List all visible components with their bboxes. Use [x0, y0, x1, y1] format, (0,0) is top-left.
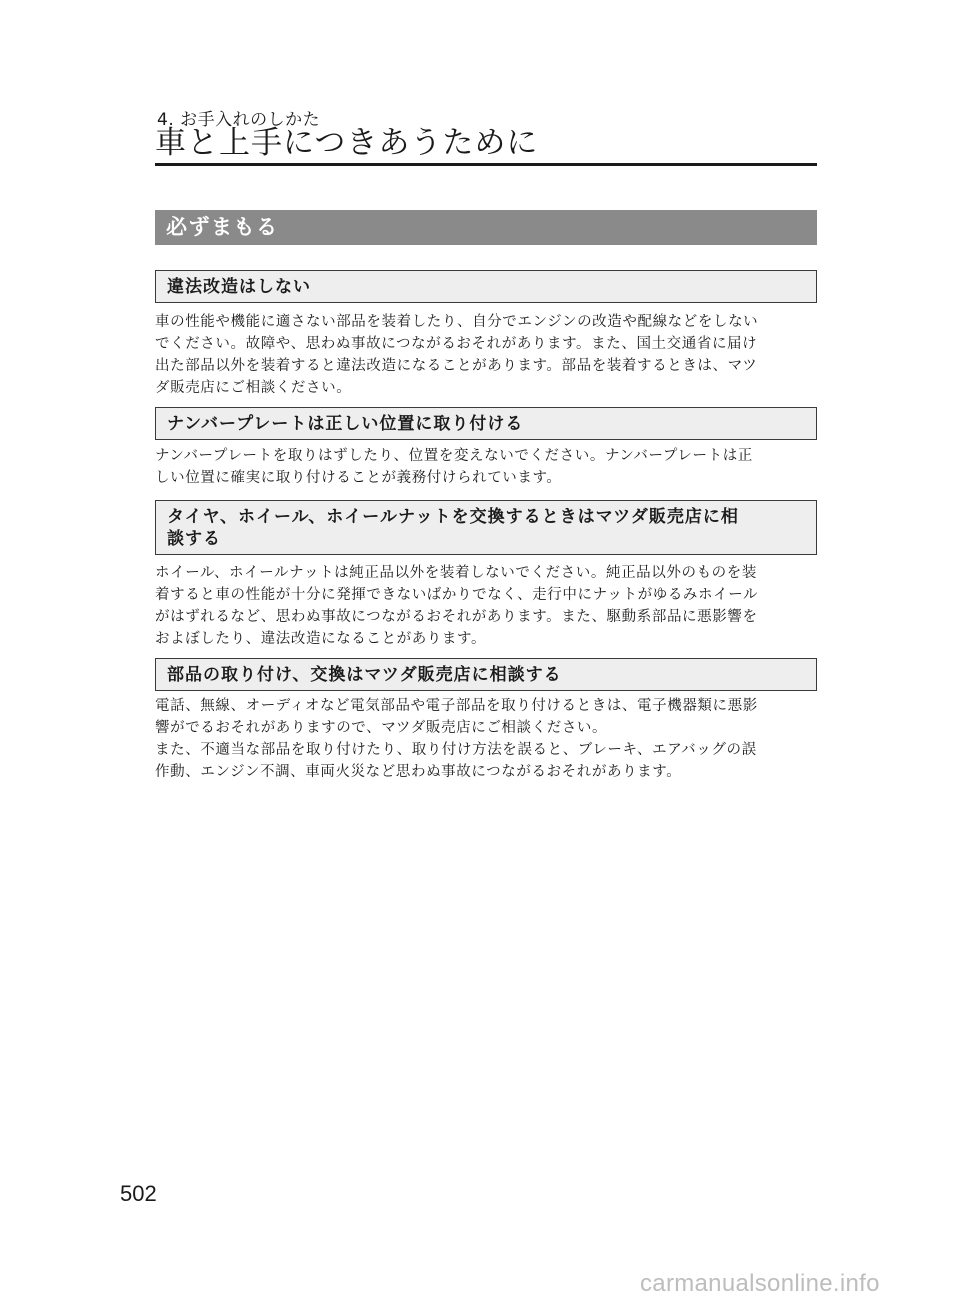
title-divider	[155, 163, 817, 166]
subsection-body-license-plate: ナンバープレートを取りはずしたり、位置を変えないでください。ナンバープレートは正 しい位置に確実に取り付けることが義務付けられています。	[155, 448, 753, 486]
subsection-heading-license-plate: ナンバープレートは正しい位置に取り付ける	[155, 407, 817, 440]
subsection-body-parts-installation: 電話、無線、オーディオなど電気部品や電子部品を取り付けるときは、電子機器類に悪影 響がでるおそれがありますので、マツダ販売店にご相談ください。 また、不適当な部品を取り付けたり、取り付け方法を誤ると、ブレーキ、エアバッグの誤 作動、エンジン不調、車両火災など思わぬ事故につながるおそれがあります。	[155, 698, 758, 780]
section-heading: 必ずまもる	[155, 210, 817, 245]
page-number: 502	[120, 1181, 157, 1206]
subsection-heading-illegal-modification: 違法改造はしない	[155, 270, 817, 303]
subsection-heading-tire-wheel: タイヤ、ホイール、ホイールナットを交換するときはマツダ販売店に相 談する	[155, 500, 817, 555]
page-title: 車と上手につきあうために	[155, 125, 539, 161]
chapter-label: 4. お手入れのしかた	[157, 110, 321, 130]
subsection-heading-parts-installation: 部品の取り付け、交換はマツダ販売店に相談する	[155, 658, 817, 691]
subsection-body-tire-wheel: ホイール、ホイールナットは純正品以外を装着しないでください。純正品以外のものを装 着すると車の性能が十分に発揮できないばかりでなく、走行中にナットがゆるみホイール がはずれるなど、思わぬ事故につながるおそれがあります。また、駆動系部品に悪影響を およぼしたり、違法改造になることがあります。	[155, 565, 759, 647]
subsection-body-illegal-modification: 車の性能や機能に適さない部品を装着したり、自分でエンジンの改造や配線などをしない でください。故障や、思わぬ事故につながるおそれがあります。また、国土交通省に届け 出た部品以外を装着すると違法改造になることがあります。部品を装着するときは、マツ ダ販売店にご相談ください。	[155, 314, 759, 396]
watermark-text: carmanualsonline.info	[640, 1270, 880, 1297]
